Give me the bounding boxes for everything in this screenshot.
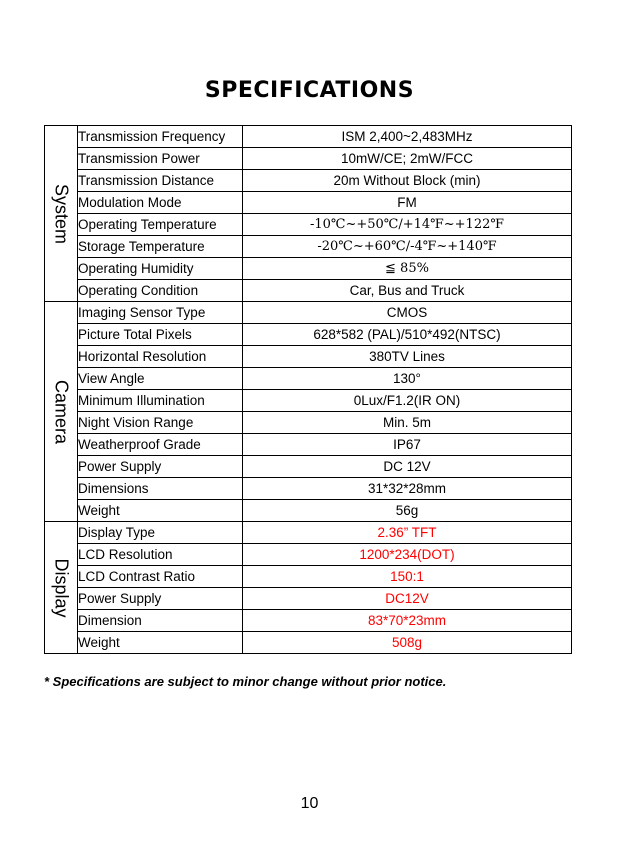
spec-label: View Angle bbox=[78, 368, 243, 390]
spec-value: -20℃~+60℃/-4℉~+140℉ bbox=[243, 236, 572, 258]
spec-label: Transmission Frequency bbox=[78, 126, 243, 148]
table-row bbox=[45, 412, 572, 434]
spec-label: LCD Resolution bbox=[78, 544, 243, 566]
table-row bbox=[45, 368, 572, 390]
spec-label: Weatherproof Grade bbox=[78, 434, 243, 456]
table-row bbox=[45, 566, 572, 588]
spec-value: 20m Without Block (min) bbox=[243, 170, 572, 192]
spec-value: 380TV Lines bbox=[243, 346, 572, 368]
table-row bbox=[45, 170, 572, 192]
spec-label: Imaging Sensor Type bbox=[78, 302, 243, 324]
page-number: 10 bbox=[300, 795, 319, 812]
spec-value: -10℃~+50℃/+14℉~+122℉ bbox=[243, 214, 572, 236]
group-system bbox=[45, 126, 78, 302]
table-row bbox=[45, 126, 572, 148]
group-camera bbox=[45, 302, 78, 522]
table-row bbox=[45, 192, 572, 214]
spec-value: IP67 bbox=[243, 434, 572, 456]
spec-label: Weight bbox=[78, 632, 243, 654]
table-row bbox=[45, 346, 572, 368]
spec-value: DC 12V bbox=[243, 456, 572, 478]
spec-value: Car, Bus and Truck bbox=[243, 280, 572, 302]
table-row bbox=[45, 280, 572, 302]
spec-label: Display Type bbox=[78, 522, 243, 544]
table-row bbox=[45, 302, 572, 324]
table-row bbox=[45, 522, 572, 544]
spec-label: Dimension bbox=[78, 610, 243, 632]
group-label: Display bbox=[51, 557, 72, 618]
spec-value: 130° bbox=[243, 368, 572, 390]
spec-label: Transmission Power bbox=[78, 148, 243, 170]
spec-label: Power Supply bbox=[78, 588, 243, 610]
spec-label: Operating Humidity bbox=[78, 258, 243, 280]
spec-label: Power Supply bbox=[78, 456, 243, 478]
spec-label: Dimensions bbox=[78, 478, 243, 500]
footnote: * Specifications are subject to minor change without prior notice. bbox=[44, 674, 447, 689]
spec-label: Operating Condition bbox=[78, 280, 243, 302]
table-row bbox=[45, 544, 572, 566]
spec-label: Operating Temperature bbox=[78, 214, 243, 236]
spec-value: CMOS bbox=[243, 302, 572, 324]
table-row bbox=[45, 214, 572, 236]
page-title: SPECIFICATIONS bbox=[204, 78, 415, 103]
spec-value: 1200*234(DOT) bbox=[243, 544, 572, 566]
spec-label: Picture Total Pixels bbox=[78, 324, 243, 346]
spec-value: 31*32*28mm bbox=[243, 478, 572, 500]
spec-value: 0Lux/F1.2(IR ON) bbox=[243, 390, 572, 412]
group-display bbox=[45, 522, 78, 654]
spec-value: ≦ 85% bbox=[243, 258, 572, 280]
table-row bbox=[45, 148, 572, 170]
table-row bbox=[45, 588, 572, 610]
spec-value: 83*70*23mm bbox=[243, 610, 572, 632]
specifications-table bbox=[44, 125, 572, 654]
table-row bbox=[45, 324, 572, 346]
spec-label: Weight bbox=[78, 500, 243, 522]
group-label: System bbox=[51, 183, 72, 244]
table-row bbox=[45, 610, 572, 632]
spec-value: DC12V bbox=[243, 588, 572, 610]
table-row bbox=[45, 434, 572, 456]
spec-label: Storage Temperature bbox=[78, 236, 243, 258]
spec-label: Night Vision Range bbox=[78, 412, 243, 434]
spec-label: Modulation Mode bbox=[78, 192, 243, 214]
table-row bbox=[45, 258, 572, 280]
spec-value: Min. 5m bbox=[243, 412, 572, 434]
spec-value: FM bbox=[243, 192, 572, 214]
table-row bbox=[45, 478, 572, 500]
spec-label: Horizontal Resolution bbox=[78, 346, 243, 368]
table-row bbox=[45, 500, 572, 522]
group-label: Camera bbox=[51, 379, 72, 444]
table-row bbox=[45, 236, 572, 258]
table-row bbox=[45, 456, 572, 478]
spec-label: LCD Contrast Ratio bbox=[78, 566, 243, 588]
spec-label: Minimum Illumination bbox=[78, 390, 243, 412]
spec-value: ISM 2,400~2,483MHz bbox=[243, 126, 572, 148]
spec-value: 2.36” TFT bbox=[243, 522, 572, 544]
table-row bbox=[45, 390, 572, 412]
spec-value: 628*582 (PAL)/510*492(NTSC) bbox=[243, 324, 572, 346]
spec-value: 10mW/CE; 2mW/FCC bbox=[243, 148, 572, 170]
spec-value: 150:1 bbox=[243, 566, 572, 588]
table-row bbox=[45, 632, 572, 654]
spec-value: 56g bbox=[243, 500, 572, 522]
spec-label: Transmission Distance bbox=[78, 170, 243, 192]
spec-value: 508g bbox=[243, 632, 572, 654]
